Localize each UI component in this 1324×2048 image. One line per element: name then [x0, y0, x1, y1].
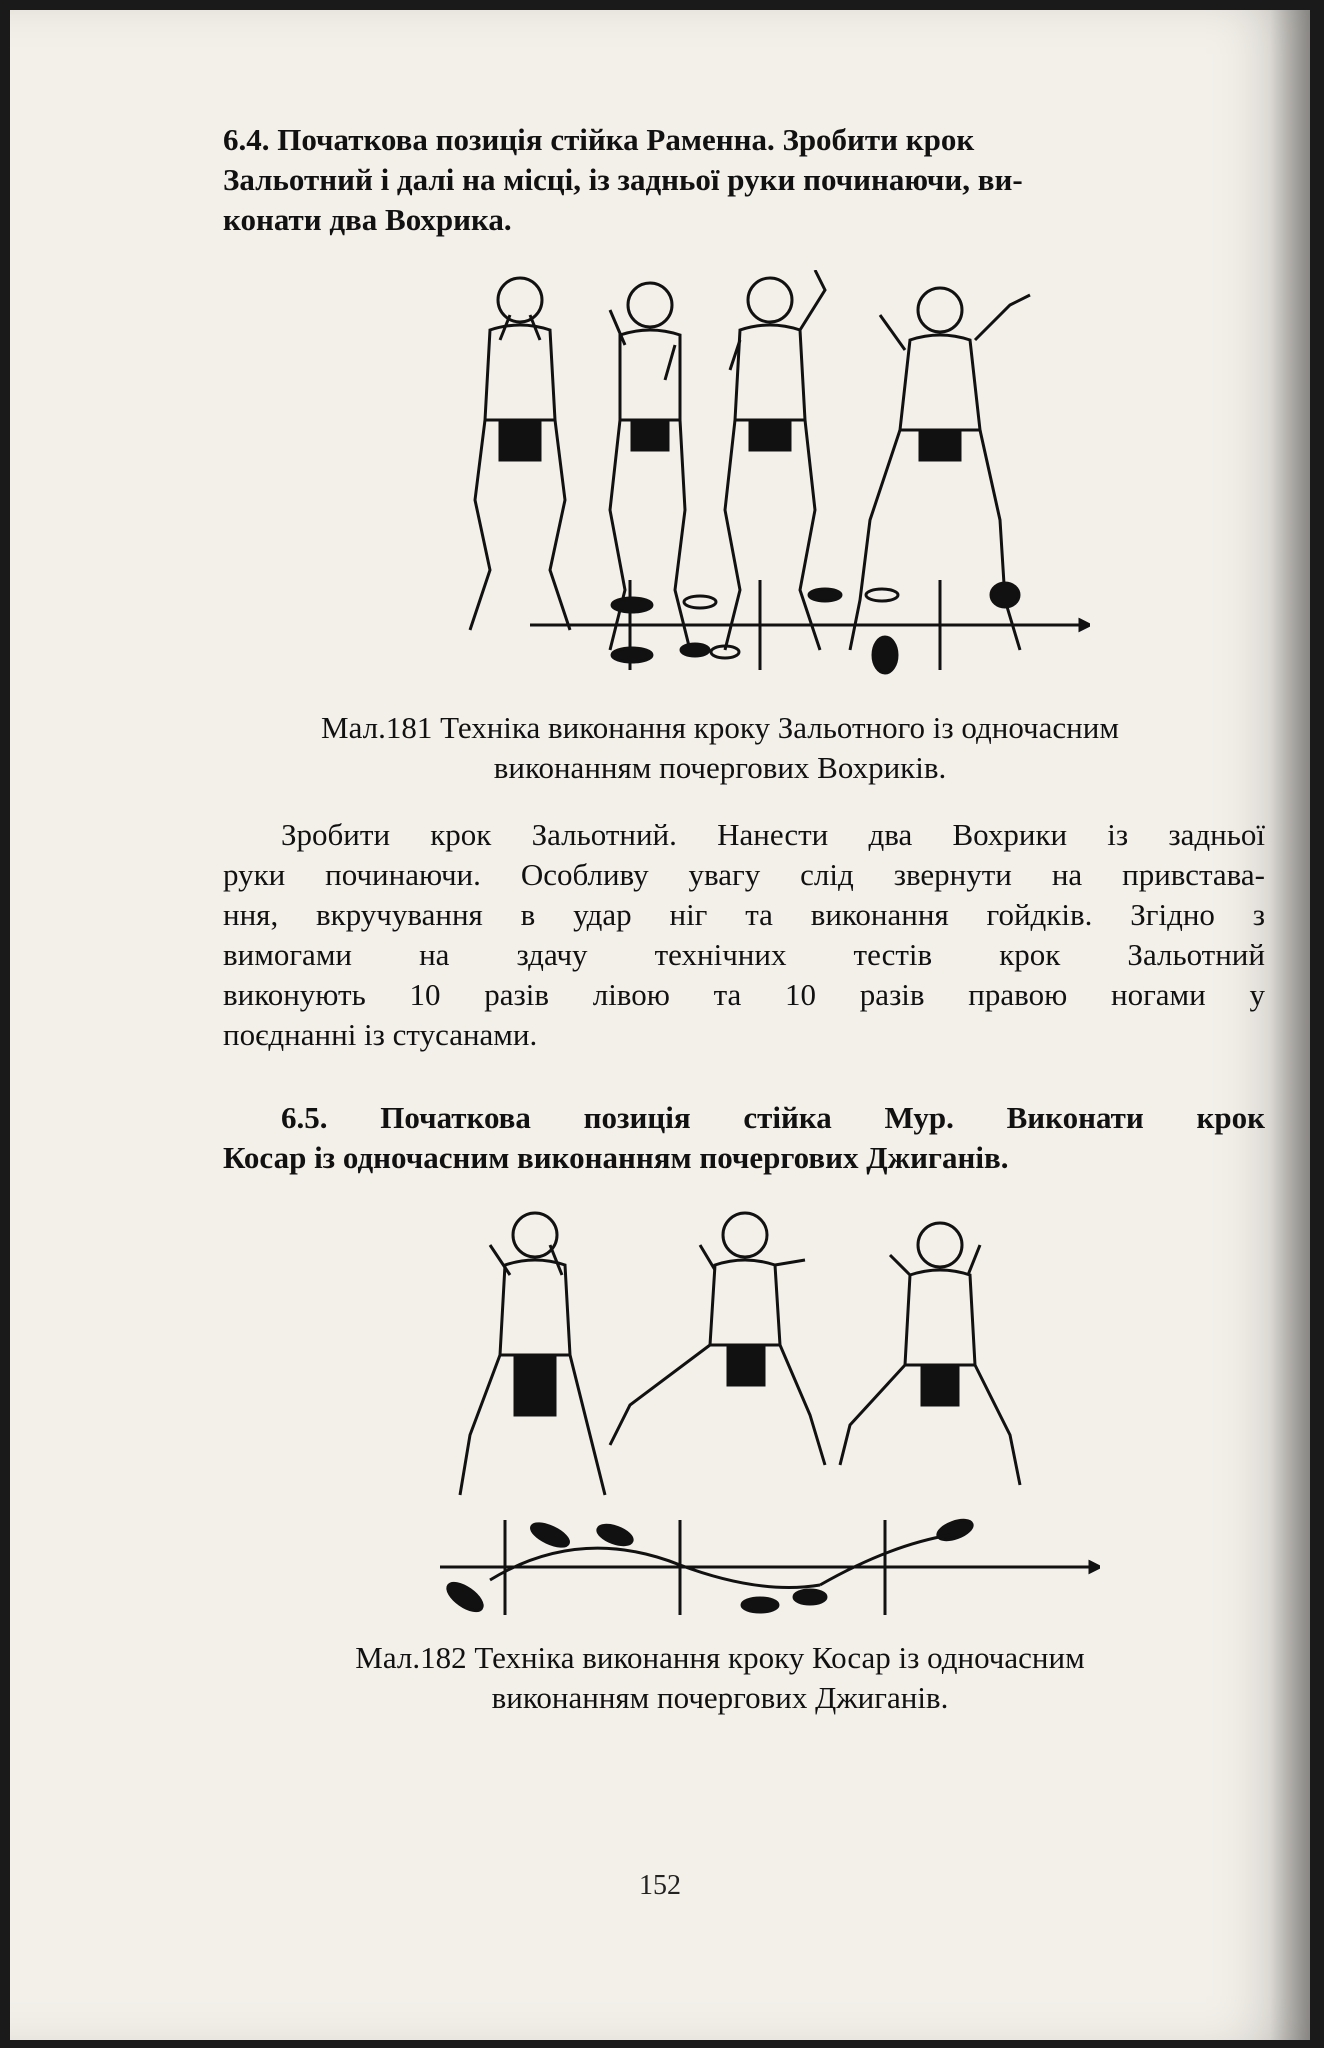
heading-line: Зальотний і далі на місці, із задньої руки починаючи, ви- — [223, 162, 1023, 197]
footprint — [935, 1516, 974, 1543]
paragraph-line: Зробити крок Зальотний. Нанести два Вохрики із задньої — [281, 817, 1265, 852]
heading-line: 6.5. Початкова позиція стійка Мур. Виконати крок — [281, 1100, 1265, 1135]
figure-181-caption — [170, 708, 1270, 788]
caption-line: виконанням почергових Джиганів. — [491, 1680, 949, 1715]
footprint — [866, 589, 898, 601]
paragraph-line: руки починаючи. Особливу увагу слід звернути на привстава- — [223, 857, 1265, 892]
fighter-figure — [460, 1213, 605, 1495]
footprint — [742, 1598, 778, 1612]
heading-line: конати два Вохрика. — [223, 202, 512, 237]
page-gutter-shadow — [1270, 10, 1310, 2040]
footprint — [612, 648, 652, 662]
footprint — [595, 1521, 634, 1548]
footprint — [681, 644, 709, 656]
footprint — [794, 1590, 826, 1604]
heading-line: 6.4. Початкова позиція стійка Раменна. Зробити крок — [223, 122, 975, 157]
paragraph-line: виконують 10 разів лівою та 10 разів правою ногами у — [223, 977, 1265, 1012]
section-6-5-heading — [223, 1098, 1265, 1178]
footprint — [711, 646, 739, 658]
page-number: 152 — [639, 1870, 681, 1901]
caption-line: виконанням почергових Вохриків. — [493, 750, 947, 785]
section-6-4-heading — [223, 120, 1265, 240]
caption-line: Мал.181 Техніка виконання кроку Зальотного із одночасним — [321, 710, 1119, 745]
fighter-figure — [610, 1213, 825, 1465]
arrow-head — [1080, 620, 1090, 630]
footprint — [809, 589, 841, 601]
caption-line: Мал.182 Техніка виконання кроку Косар із одночасним — [355, 1640, 1085, 1675]
figure-182-footwork-diagram — [430, 1505, 1100, 1625]
paragraph-line: вимогами на здачу технічних тестів крок Зальотний — [223, 937, 1265, 972]
arrow-head — [1090, 1562, 1100, 1572]
book-page — [10, 10, 1310, 2040]
paragraph-line: ння, вкручування в удар ніг та виконання гойдків. Згідно з — [223, 897, 1265, 932]
footprint — [612, 598, 652, 612]
paragraph-body — [223, 815, 1265, 1055]
footprint — [443, 1578, 486, 1616]
figure-182-illustration — [450, 1205, 1050, 1505]
footprint — [991, 583, 1019, 607]
figure-182-caption — [170, 1638, 1270, 1718]
footprint — [684, 596, 716, 608]
footprint — [873, 637, 897, 673]
footprint — [528, 1519, 571, 1550]
heading-line: Косар із одночасним виконанням почергових Джиганів. — [223, 1140, 1009, 1175]
fighter-figure — [840, 1223, 1020, 1485]
figure-181-footwork-diagram — [520, 570, 1090, 680]
paragraph-line: поєднанні із стусанами. — [223, 1017, 538, 1052]
